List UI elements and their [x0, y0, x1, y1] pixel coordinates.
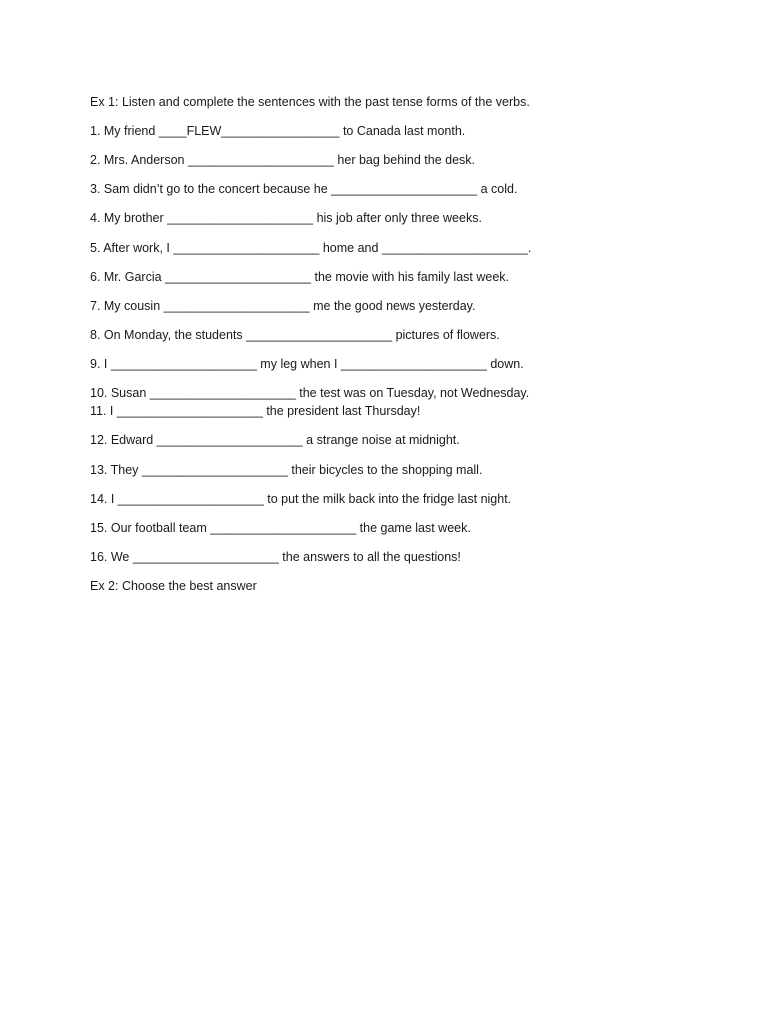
ex1-item-14: 14. I _____________________ to put the milk back into the fridge last night.	[90, 492, 512, 506]
ex1-item-16: 16. We _____________________ the answers to all the questions!	[90, 550, 461, 564]
ex1-item-4: 4. My brother _____________________ his job after only three weeks.	[90, 211, 482, 225]
ex1-item-2: 2. Mrs. Anderson _____________________ her bag behind the desk.	[90, 153, 476, 167]
ex1-item-6: 6. Mr. Garcia _____________________ the movie with his family last week.	[90, 270, 509, 284]
ex1-item-12: 12. Edward _____________________ a strange noise at midnight.	[90, 433, 460, 447]
ex1-item-9: 9. I _____________________ my leg when I _____________________ down.	[90, 357, 524, 371]
ex1-heading: Ex 1: Listen and complete the sentences with the past tense forms of the verbs.	[90, 95, 530, 109]
ex1-item-11: 11. I _____________________ the president last Thursday!	[90, 404, 421, 418]
ex1-item-10: 10. Susan _____________________ the test was on Tuesday, not Wednesday.	[90, 386, 530, 400]
ex1-item-1: 1. My friend ____FLEW_________________ to Canada last month.	[90, 124, 466, 138]
ex1-item-3: 3. Sam didn’t go to the concert because he _____________________ a cold.	[90, 182, 518, 196]
ex1-item-7: 7. My cousin _____________________ me the good news yesterday.	[90, 299, 476, 313]
ex2-heading: Ex 2: Choose the best answer	[90, 579, 257, 593]
ex1-item-15: 15. Our football team _____________________ the game last week.	[90, 521, 471, 535]
ex1-item-8: 8. On Monday, the students _____________________ pictures of flowers.	[90, 328, 500, 342]
ex1-item-13: 13. They _____________________ their bicycles to the shopping mall.	[90, 463, 483, 477]
ex1-item-5: 5. After work, I _____________________ home and _____________________.	[90, 241, 532, 255]
